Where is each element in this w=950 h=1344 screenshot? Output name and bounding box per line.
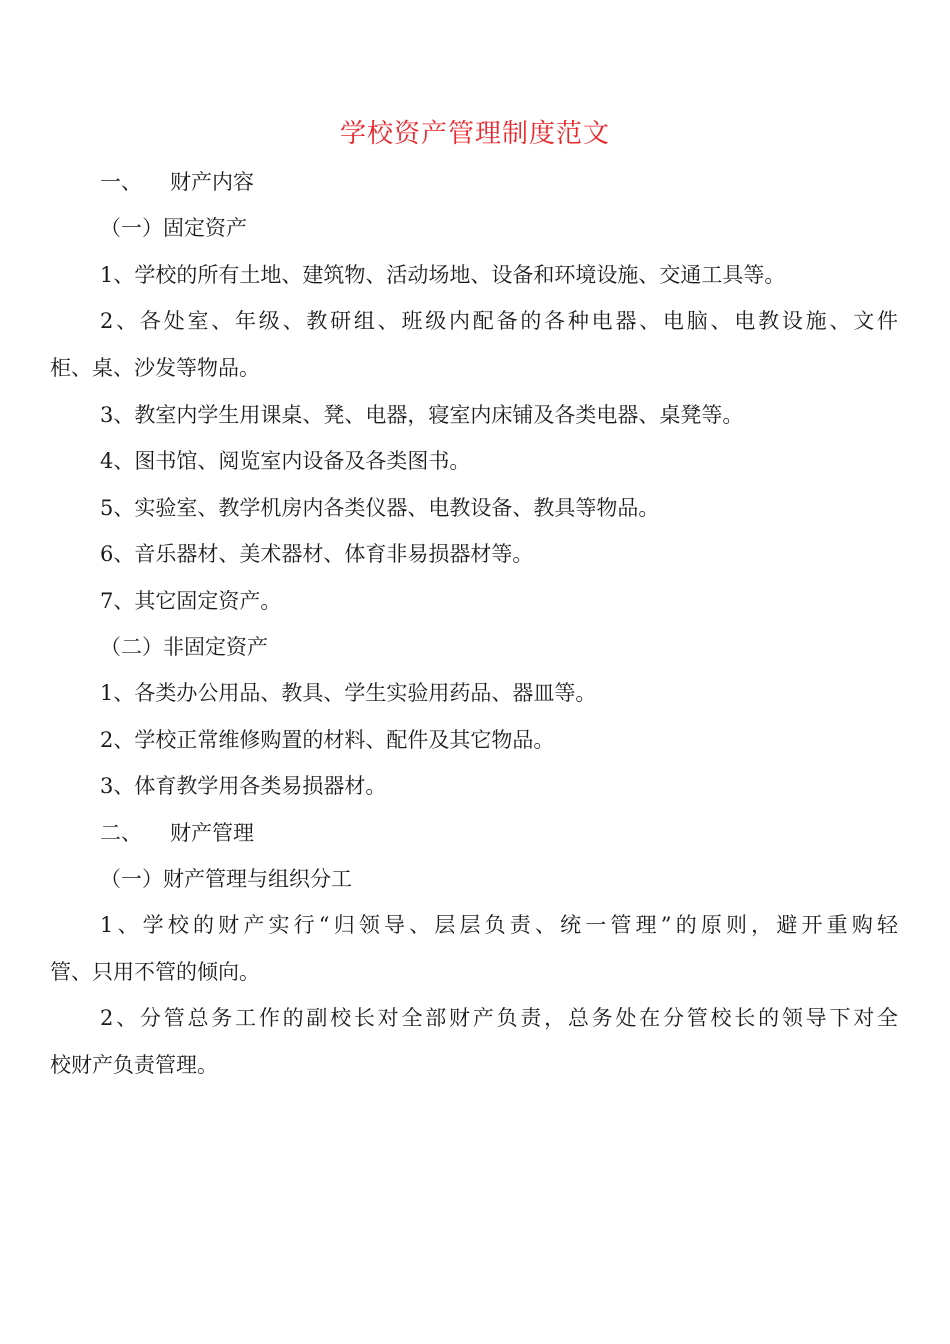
subsection-title: （一）固定资产 — [100, 216, 247, 240]
section-number: 一、 — [100, 170, 142, 194]
list-item-continuation: 柜、桌、沙发等物品。 — [50, 356, 260, 380]
list-item: 3、体育教学用各类易损器材。 — [100, 774, 387, 798]
list-item: 1、各类办公用品、教具、学生实验用药品、器皿等。 — [100, 681, 597, 705]
list-item: 2、各处室、年级、教研组、班级内配备的各种电器、电脑、电教设施、文件 — [100, 309, 898, 333]
subsection-title: （一）财产管理与组织分工 — [100, 867, 352, 891]
list-item: 2、学校正常维修购置的材料、配件及其它物品。 — [100, 728, 555, 752]
list-item: 4、图书馆、阅览室内设备及各类图书。 — [100, 449, 471, 473]
section-title: 财产管理 — [170, 821, 254, 845]
section-title: 财产内容 — [170, 170, 254, 194]
list-item: 1、学校的财产实行“归领导、层层负责、统一管理”的原则，避开重购轻 — [100, 913, 898, 937]
list-item-continuation: 管、只用不管的倾向。 — [50, 960, 260, 984]
list-item: 7、其它固定资产。 — [100, 589, 282, 613]
list-item: 1、学校的所有土地、建筑物、活动场地、设备和环境设施、交通工具等。 — [100, 263, 786, 287]
document-title: 学校资产管理制度范文 — [339, 119, 610, 149]
list-item-continuation: 校财产负责管理。 — [50, 1053, 218, 1077]
list-item: 5、实验室、教学机房内各类仪器、电教设备、教具等物品。 — [100, 496, 660, 520]
list-item: 6、音乐器材、美术器材、体育非易损器材等。 — [100, 542, 534, 566]
list-item: 2、分管总务工作的副校长对全部财产负责，总务处在分管校长的领导下对全 — [100, 1006, 898, 1030]
section-number: 二、 — [100, 821, 142, 845]
list-item: 3、教室内学生用课桌、凳、电器，寝室内床铺及各类电器、桌凳等。 — [100, 403, 744, 427]
subsection-title: （二）非固定资产 — [100, 635, 268, 659]
